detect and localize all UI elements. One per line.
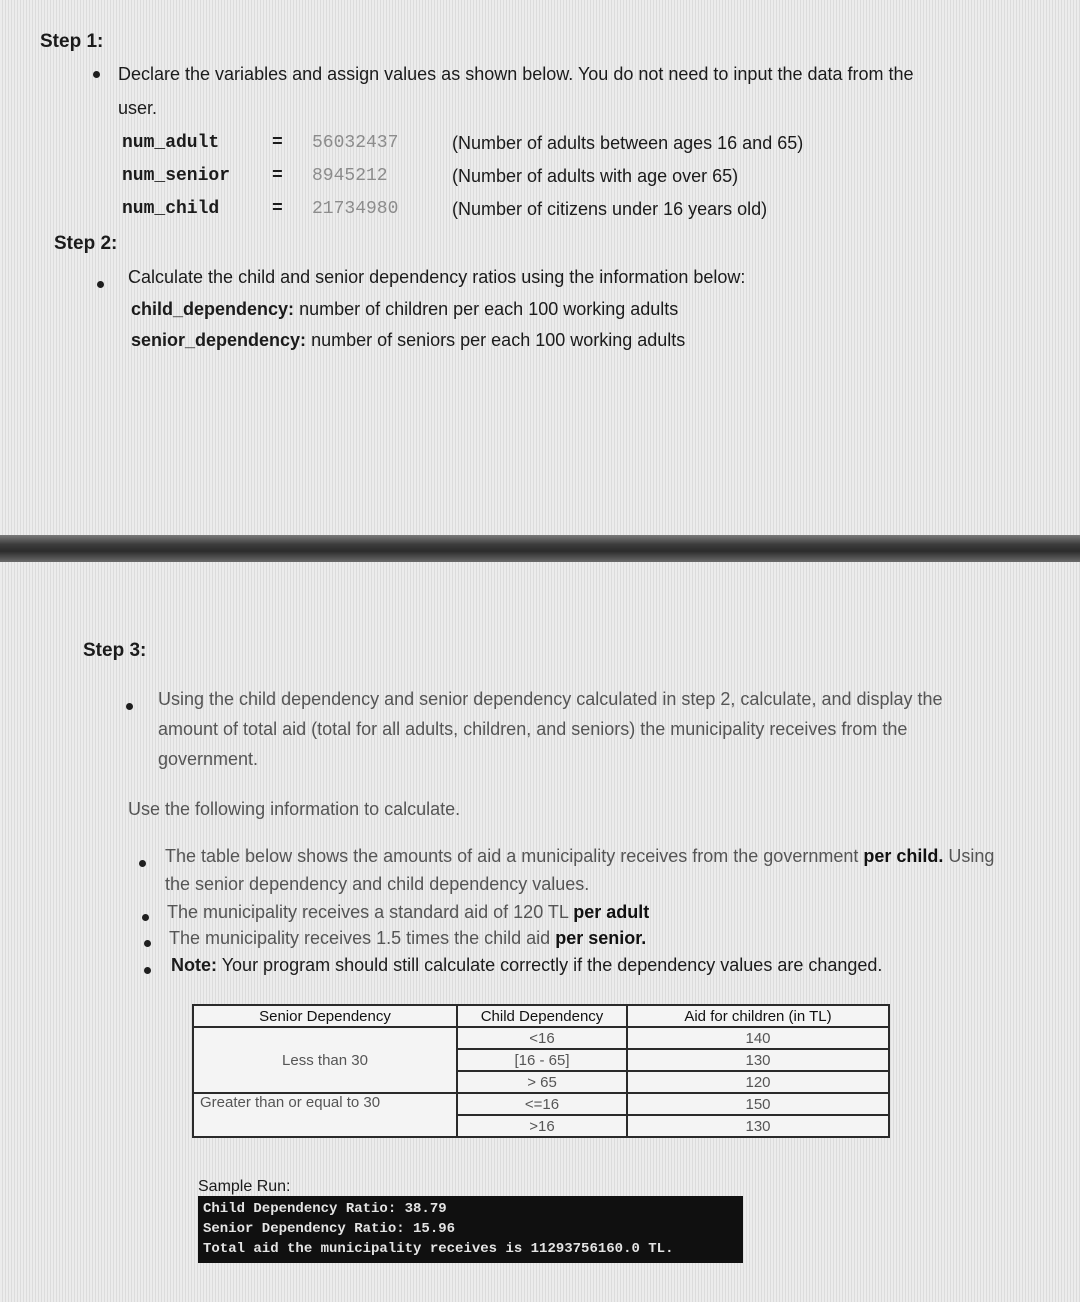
adult-aid-bullet	[167, 899, 649, 925]
sample-run-console	[198, 1196, 743, 1263]
var-value-senior: 8945212	[312, 166, 388, 186]
step1-bullet-line2: user.	[118, 98, 158, 118]
table-row	[193, 1027, 889, 1049]
senior-aid-bold: per senior.	[555, 928, 647, 948]
bullet-icon	[144, 940, 151, 947]
header-child-dependency: Child Dependency	[457, 1005, 627, 1027]
aid-cell: 130	[627, 1049, 889, 1071]
step2-bullet: Calculate the child and senior dependency ratios using the information below:	[128, 267, 746, 287]
table-bullet-text: The table below shows the amounts of aid a municipality receives from the government	[165, 846, 859, 866]
child-dependency-def	[131, 296, 678, 322]
console-line-child-ratio: Child Dependency Ratio: 38.79	[203, 1201, 447, 1217]
var-desc-child: (Number of citizens under 16 years old)	[452, 199, 768, 219]
aid-table	[192, 1004, 890, 1138]
var-eq-senior: =	[272, 166, 283, 186]
step1-title: Step 1:	[40, 31, 104, 52]
senior-aid-text: The municipality receives 1.5 times the child aid	[169, 928, 551, 948]
var-value-child: 21734980	[312, 199, 399, 219]
bullet-icon	[97, 281, 104, 288]
step2-title: Step 2:	[54, 233, 118, 254]
var-value-adult: 56032437	[312, 133, 399, 153]
child-dep-cell: > 65	[457, 1071, 627, 1093]
note-label: Note:	[171, 955, 217, 975]
aid-cell: 150	[627, 1093, 889, 1115]
var-eq-child: =	[272, 199, 283, 219]
bullet-icon	[144, 967, 151, 974]
bullet-icon	[139, 860, 146, 867]
note-bullet	[171, 952, 882, 978]
senior-def: number of seniors per each 100 working adults	[311, 330, 686, 350]
step3-bullet-line3: government.	[158, 749, 259, 769]
table-bullet-bold: per child.	[863, 846, 944, 866]
table-bullet-end: Using	[948, 846, 995, 866]
group-greater-equal-30: Greater than or equal to 30	[193, 1093, 457, 1137]
senior-aid-bullet	[169, 925, 646, 951]
var-desc-adult: (Number of adults between ages 16 and 65)	[452, 133, 804, 153]
group-less-than-30: Less than 30	[193, 1027, 457, 1093]
var-eq-adult: =	[272, 133, 283, 153]
child-dep-cell: [16 - 65]	[457, 1049, 627, 1071]
note-text: Your program should still calculate correctly if the dependency values are changed.	[221, 955, 883, 975]
bullet-icon	[93, 71, 100, 78]
aid-cell: 140	[627, 1027, 889, 1049]
senior-term: senior_dependency:	[131, 330, 307, 350]
console-line-total-aid: Total aid the municipality receives is 11293756160.0 TL.	[203, 1241, 674, 1257]
step1-bullet-line1: Declare the variables and assign values as shown below. You do not need to input the data from the	[118, 64, 914, 84]
child-dep-cell: <=16	[457, 1093, 627, 1115]
step3-bullet-line1: Using the child dependency and senior dependency calculated in step 2, calculate, and display the	[158, 689, 943, 709]
table-bullet-line1	[165, 843, 994, 869]
header-aid-for-children: Aid for children (in TL)	[627, 1005, 889, 1027]
child-def: number of children per each 100 working adults	[299, 299, 679, 319]
var-name-senior: num_senior	[122, 166, 231, 186]
table-header-row	[193, 1005, 889, 1027]
bullet-icon	[126, 703, 133, 710]
bullet-icon	[142, 914, 149, 921]
table-bullet-line2: the senior dependency and child dependency values.	[165, 874, 590, 894]
console-line-senior-ratio: Senior Dependency Ratio: 15.96	[203, 1221, 456, 1237]
screen-divider	[0, 535, 1080, 562]
step3-title: Step 3:	[83, 640, 147, 661]
senior-dependency-def	[131, 327, 685, 353]
sample-run-label: Sample Run:	[198, 1178, 291, 1195]
var-name-adult: num_adult	[122, 133, 220, 153]
var-desc-senior: (Number of adults with age over 65)	[452, 166, 739, 186]
table-row	[193, 1093, 889, 1115]
child-term: child_dependency:	[131, 299, 295, 319]
header-senior-dependency: Senior Dependency	[193, 1005, 457, 1027]
step3-bullet-line2: amount of total aid (total for all adults, children, and seniors) the municipality receives from the	[158, 719, 908, 739]
child-dep-cell: <16	[457, 1027, 627, 1049]
adult-aid-bold: per adult	[573, 902, 650, 922]
child-dep-cell: >16	[457, 1115, 627, 1137]
adult-aid-text: The municipality receives a standard aid of 120 TL	[167, 902, 569, 922]
use-info: Use the following information to calculate.	[128, 799, 461, 819]
aid-cell: 120	[627, 1071, 889, 1093]
var-name-child: num_child	[122, 199, 220, 219]
aid-cell: 130	[627, 1115, 889, 1137]
